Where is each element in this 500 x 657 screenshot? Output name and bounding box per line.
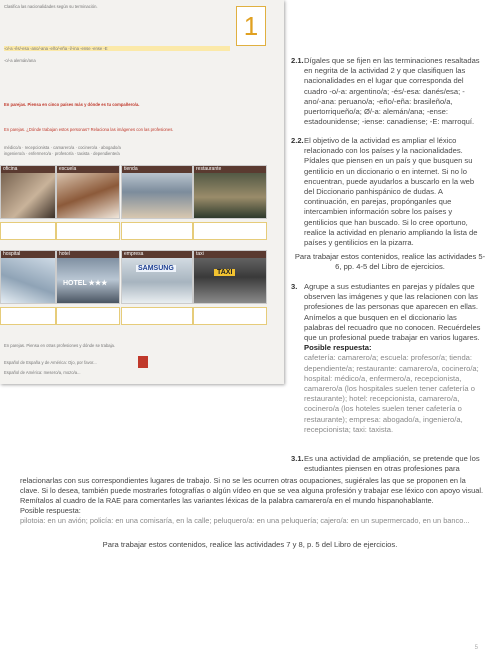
- answer-label: Posible respuesta:: [304, 343, 372, 353]
- photo-taxi: taxi TAXI: [193, 250, 267, 304]
- answer-box: [56, 307, 120, 325]
- student-book-thumbnail: [0, 0, 284, 384]
- answer-box: [121, 222, 193, 240]
- answer-box: [193, 307, 267, 325]
- page-number: 5: [474, 645, 478, 651]
- photo-tienda: tienda: [121, 165, 193, 219]
- photo-oficina: oficina: [0, 165, 56, 219]
- thumb-line: En parejas. ¿Dónde trabajan estos personas? Relaciona las imágenes con las profesiones.: [4, 127, 174, 132]
- answer-text: cafetería: camarero/a; escuela: profesor/a; tienda: dependiente/a; restaurante: camarero/a, cocinero/a; hospital: médico/a, enfermero/a, recepcionista, camarero/a (los hospitales suelen tener cafetería o restaurante); hotel: recepcionista, camarero/a, cocinero/a (los hoteles suelen tener cafetería o restaurante); empresa: abogado/a, ingeniero/a, recepcionista; taxi: taxista.: [304, 353, 479, 434]
- item-3-1: 3.1. Es una actividad de ampliación, se pretende que los estudiantes piensen en otras profesiones para: [291, 454, 480, 474]
- thumb-line: Español de América: mesero/a, mozo/a...: [4, 370, 81, 375]
- thumb-line: En parejas. Piensa en otras profesiones y dónde se trabaja.: [4, 343, 116, 348]
- thumb-line: -o/-a alemán/ana: [4, 58, 36, 63]
- taxi-sign: TAXI: [214, 269, 235, 276]
- answer-box: [0, 307, 56, 325]
- photo-restaurante: restaurante: [193, 165, 267, 219]
- photo-escuela: escuela: [56, 165, 120, 219]
- item-2-1: 2.1. Dígales que se fijen en las terminaciones resaltadas en negrita de la actividad 2 y que clasifiquen las nacionalidades en el lugar que corresponda del cuadro -o/-a: argentino/a; -és/-esa: danés/esa; -ano/-ana: peruano/a; -eño/-eña: brasileño/a, puertorriqueño/a; Ø/-a: alemán/ana; -ense: estadounidense; -iense: canadiense; -E: marroquí.: [291, 56, 480, 127]
- thumb-line: En parejas. Piensa en cinco países más y dónde es tu compañero/a.: [4, 102, 140, 107]
- item-2-2: 2.2. El objetivo de la actividad es ampliar el léxico relacionado con los países y la nacionalidades. Pídales que piensen en un país y que busquen su gentilicio en un diccionario o en internet. Si no lo encuentran, puede ayudarlos a buscarlo en la web del Diccionario panhispánico de dudas. A continuación, en parejas, propónganles que intercambien información sobre los países y gentilicios que han buscado. Si lo cree oportuno, realice la actividad en plenario ampliando la lista de países y gentilicios en la pizarra.: [291, 136, 478, 248]
- thumb-line: Clasifica las nacionalidades según su terminación.: [4, 4, 98, 9]
- answer-box: [56, 222, 120, 240]
- answer-box: [121, 307, 193, 325]
- answer-box: [0, 222, 56, 240]
- photo-hotel: hotel HOTEL ★★★: [56, 250, 120, 304]
- unit-number-tab: 1: [236, 6, 266, 46]
- photo-hospital: hospital: [0, 250, 56, 304]
- thumb-line: Español de España y de América: Ojo, por favor...: [4, 360, 97, 365]
- samsung-sign: SAMSUNG: [138, 265, 174, 272]
- answer-label: Posible respuesta:: [20, 506, 81, 515]
- hotel-sign: HOTEL ★★★: [63, 280, 108, 287]
- rae-badge: [138, 356, 148, 368]
- workbook-note-2: Para trabajar estos contenidos, realice las actividades 7 y 8, p. 5 del Libro de ejercicios.: [102, 540, 398, 549]
- item-3-1-continued: relacionarlas con sus correspondientes lugares de trabajo. Si no se les ocurren otras ocupaciones, sugiérales las que se proponen en la clave. Si lo desea, también puede mostrarles fotografías o algún vídeo en que se vea alguna profesión y trabajar ese léxico con apoyo visual. Remítalos al cuadro de la RAE para comentarles las variantes léxicas de la palabra camarero/a en el mundo hispanohablante. Posible respuesta: pilotoia: en un avión; policía: en una comisaría, en la calle; peluquero/a: en una peluquería; cajero/a: en un supermercado, en un banco...: [20, 476, 484, 525]
- answer-text: pilotoia: en un avión; policía: en una comisaría, en la calle; peluquero/a: en una peluquería; cajero/a: en un supermercado, en un banco...: [20, 516, 470, 525]
- item-3: 3. Agrupe a sus estudiantes en parejas y pídales que observen las imágenes y que las relacionen con las profesiones de las personas que aparecen en ellas. Anímelos a que busquen en el diccionario las palabras del recuadro que no conocen. Recuérdeles que un profesional puede trabajar en varios lugares. Posible respuesta: cafetería: camarero/a; escuela: profesor/a; tienda: dependiente/a; restaurante: camarero/a, cocinero/a; hospital: médico/a, enfermero/a, recepcionista, camarero/a (los hospitales suelen tener cafetería o restaurante); hotel: recepcionista, camarero/a, cocinero/a (los hoteles suelen tener cafetería o restaurante); empresa: abogado/a, ingeniero/a, recepcionista; taxi: taxista.: [291, 282, 481, 434]
- workbook-note-1: Para trabajar estos contenidos, realice las actividades 5-6, pp. 4-5 del Libro de ejercicios.: [294, 252, 486, 271]
- answer-box: [193, 222, 267, 240]
- photo-empresa: empresa SAMSUNG: [121, 250, 193, 304]
- thumb-line: médico/a · recepcionista · camarero/a · cocinero/a · abogado/a: [4, 145, 121, 150]
- thumb-line: ingeniero/a · enfermero/a · profesor/a · taxista · dependiente/a: [4, 151, 120, 156]
- thumb-line: -o/-a -ês/-esa -ano/-ana -eño/-eña -í/-ina -ense -ense -E: [4, 46, 230, 51]
